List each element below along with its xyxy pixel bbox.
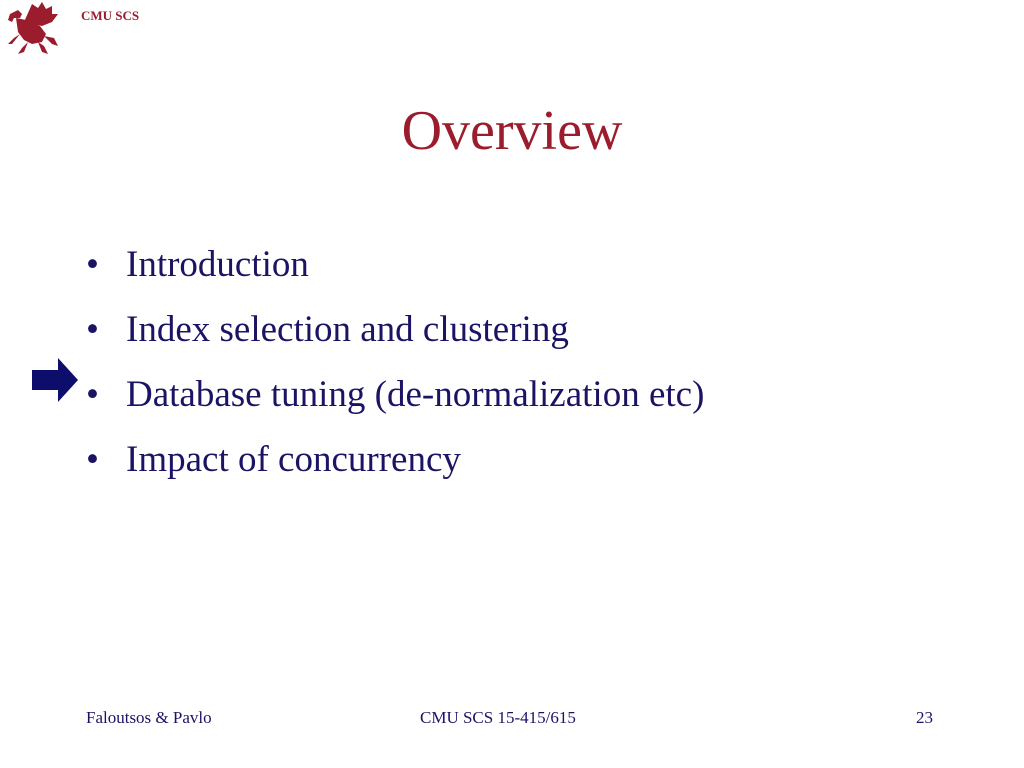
footer-course: CMU SCS 15-415/615	[420, 708, 576, 727]
bullet-item	[86, 427, 704, 492]
bullet-text: Introduction	[126, 244, 309, 285]
bullet-dot: •	[86, 374, 99, 415]
bullet-text: Index selection and clustering	[126, 309, 569, 350]
slide-title: Overview	[401, 100, 623, 162]
bullet-list	[86, 232, 704, 492]
bullet-item-current	[86, 362, 704, 427]
bullet-dot: •	[86, 244, 99, 285]
page-number: 23	[916, 708, 933, 727]
bullet-dot: •	[86, 439, 99, 480]
bullet-item	[86, 297, 704, 362]
bullet-text: Database tuning (de-normalization etc)	[126, 374, 705, 415]
header-label: CMU SCS	[81, 8, 140, 23]
bullet-item	[86, 232, 704, 297]
bullet-text: Impact of concurrency	[126, 439, 461, 480]
bullet-dot: •	[86, 309, 99, 350]
footer-authors: Faloutsos & Pavlo	[86, 708, 212, 727]
griffin-logo-icon	[2, 0, 60, 58]
right-arrow-icon	[28, 354, 80, 406]
